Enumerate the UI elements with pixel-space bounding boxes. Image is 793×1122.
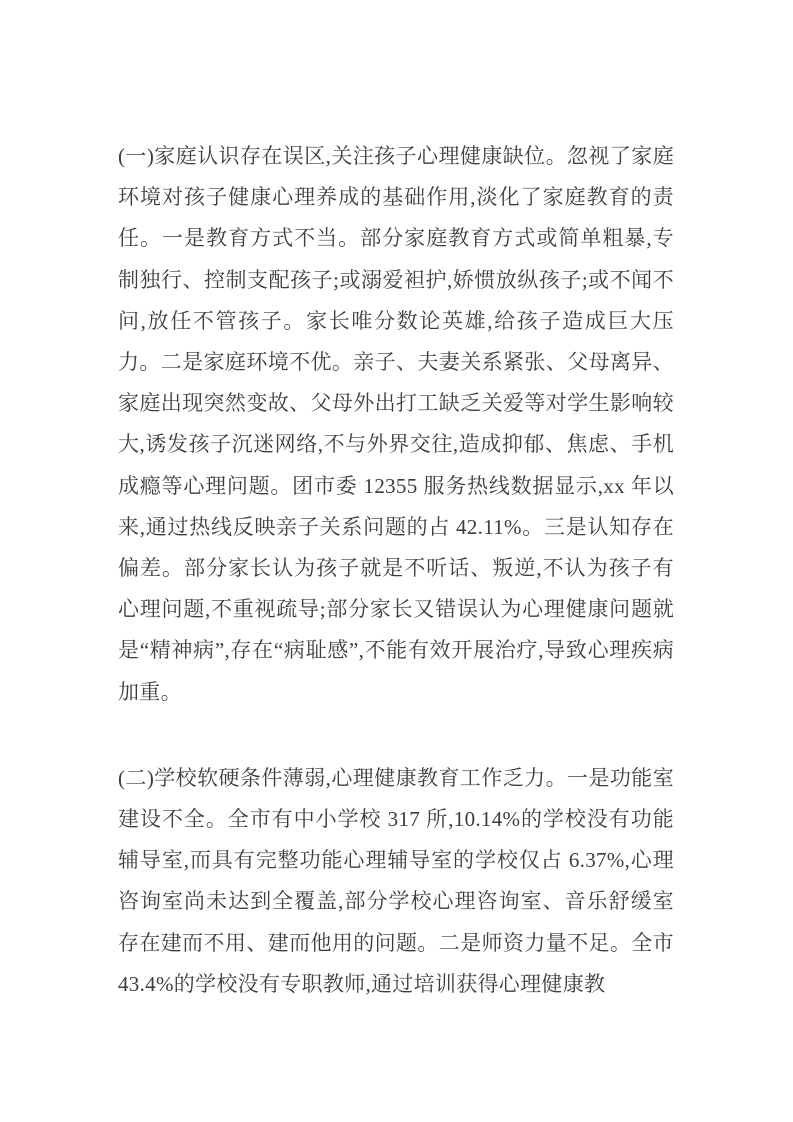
paragraph-school-conditions: (二)学校软硬条件薄弱,心理健康教育工作乏力。一是功能室建设不全。全市有中小学校 317 所,10.14%的学校没有功能辅导室,而具有完整功能心理辅导室的学校仅占 6.37%,心理咨询室尚未达到全覆盖,部分学校心理咨询室、音乐舒缓室存在建而不用、建而他用的问题。二是师资力量不足。全市 43.4%的学校没有专职教师,通过培训获得心理健康教 — [118, 765, 674, 996]
paragraph-family-awareness: (一)家庭认识存在误区,关注孩子心理健康缺位。忽视了家庭环境对孩子健康心理养成的基础作用,淡化了家庭教育的责任。一是教育方式不当。部分家庭教育方式或简单粗暴,专制独行、控制支配孩子;或溺爱袒护,娇惯放纵孩子;或不闻不问,放任不管孩子。家长唯分数论英雄,给孩子造成巨大压力。二是家庭环境不优。亲子、夫妻关系紧张、父母离异、家庭出现突然变故、父母外出打工缺乏关爱等对学生影响较大,诱发孩子沉迷网络,不与外界交往,造成抑郁、焦虑、手机成瘾等心理问题。团市委 12355 服务热线数据显示,xx 年以来,通过热线反映亲子关系问题的占 42.11%。三是认知存在偏差。部分家长认为孩子就是不听话、叛逆,不认为孩子有心理问题,不重视疏导;部分家长又错误认为心理健康问题就是“精神病”,存在“病耻感”,不能有效开展治疗,导致心理疾病加重。 — [118, 144, 674, 704]
document-body — [118, 136, 674, 1005]
